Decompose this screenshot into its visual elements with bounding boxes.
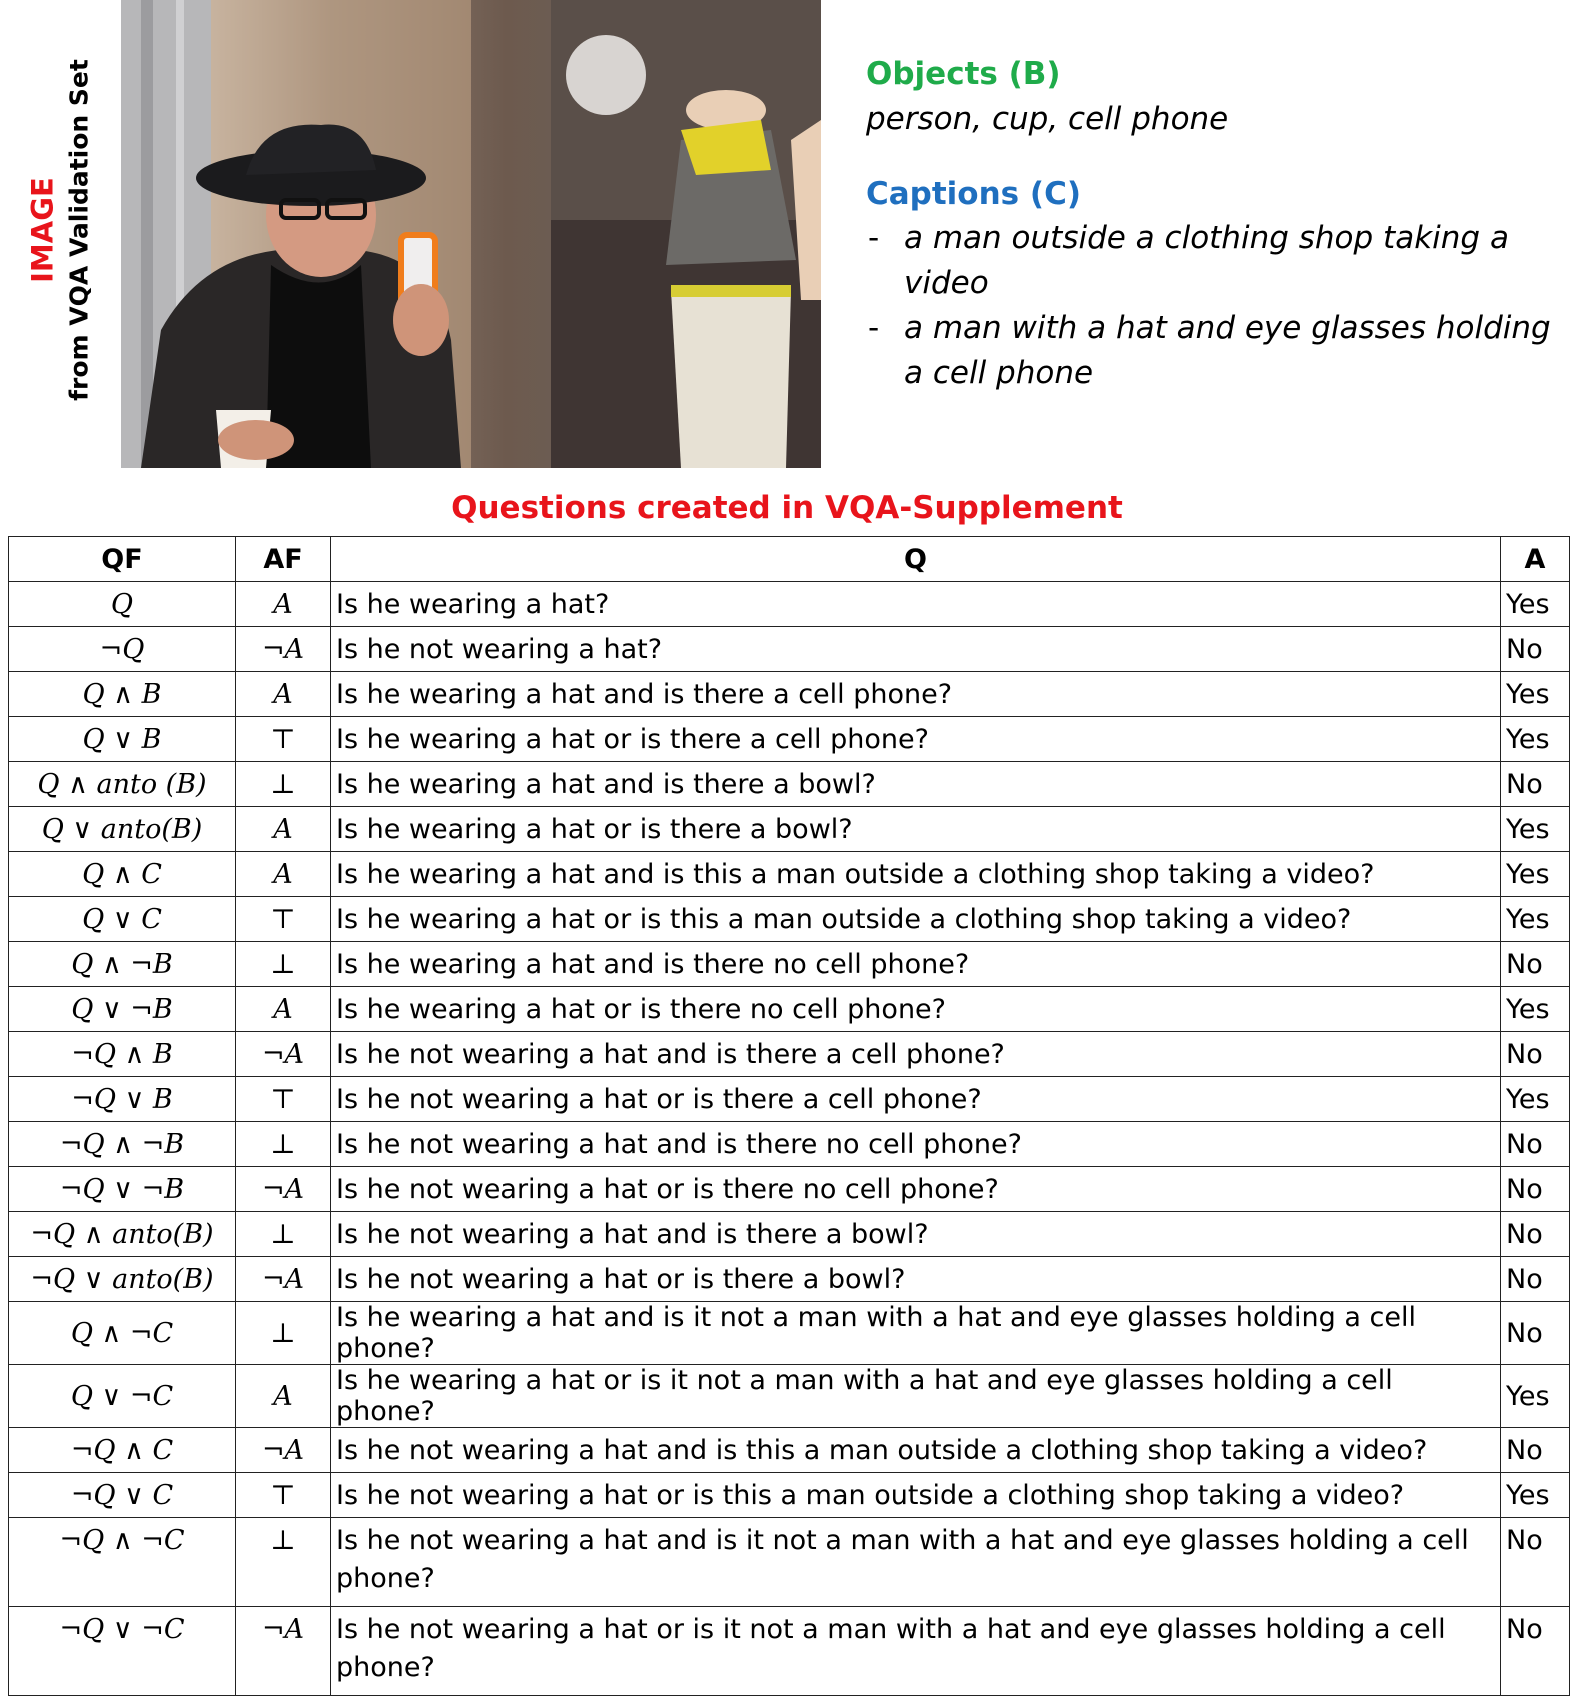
table-row — [9, 1257, 1570, 1302]
question-cell: Is he wearing a hat and is there no cell phone? — [331, 942, 1501, 987]
answer-form-cell: A — [236, 582, 331, 627]
objects-heading: Objects (B) — [866, 56, 1061, 92]
annotations-panel — [866, 52, 1556, 396]
table-row — [9, 1167, 1570, 1212]
question-cell: Is he wearing a hat and is there a bowl? — [331, 762, 1501, 807]
question-cell: Is he wearing a hat and is there a cell phone? — [331, 672, 1501, 717]
answer-form-cell: ¬A — [236, 627, 331, 672]
answer-cell: Yes — [1501, 672, 1570, 717]
question-form-cell: ¬Q ∨ ¬C — [9, 1607, 236, 1696]
question-cell: Is he not wearing a hat or is there a bowl? — [331, 1257, 1501, 1302]
answer-form-cell: ⊥ — [236, 1302, 331, 1365]
answer-cell: No — [1501, 1257, 1570, 1302]
question-cell: Is he not wearing a hat and is this a man outside a clothing shop taking a video? — [331, 1428, 1501, 1473]
table-row — [9, 942, 1570, 987]
header-q: Q — [331, 537, 1501, 582]
table-row — [9, 1212, 1570, 1257]
table-row — [9, 672, 1570, 717]
answer-cell: No — [1501, 1032, 1570, 1077]
answer-form-cell: ⊥ — [236, 1212, 331, 1257]
answer-cell: No — [1501, 1518, 1570, 1607]
captions-heading: Captions (C) — [866, 176, 1082, 212]
caption-text: a man with a hat and eye glasses holding a cell phone — [904, 310, 1551, 391]
table-row — [9, 1473, 1570, 1518]
answer-form-cell: ⊤ — [236, 897, 331, 942]
table-row — [9, 1122, 1570, 1167]
caption-dash: - — [868, 310, 880, 346]
table-row — [9, 1607, 1570, 1696]
table-row — [9, 1077, 1570, 1122]
question-form-cell: ¬Q ∨ C — [9, 1473, 236, 1518]
question-cell: Is he not wearing a hat and is there a cell phone? — [331, 1032, 1501, 1077]
answer-cell: No — [1501, 1122, 1570, 1167]
answer-cell: Yes — [1501, 987, 1570, 1032]
question-cell: Is he not wearing a hat and is there a bowl? — [331, 1212, 1501, 1257]
answer-cell: No — [1501, 1428, 1570, 1473]
answer-cell: Yes — [1501, 1473, 1570, 1518]
question-cell: Is he not wearing a hat and is it not a man with a hat and eye glasses holding a cell phone? — [331, 1518, 1501, 1607]
question-form-cell: Q ∨ ¬C — [9, 1365, 236, 1428]
question-cell: Is he not wearing a hat or is it not a man with a hat and eye glasses holding a cell phone? — [331, 1607, 1501, 1696]
answer-form-cell: ¬A — [236, 1257, 331, 1302]
answer-cell: No — [1501, 1607, 1570, 1696]
image-source: from VQA Validation Set — [64, 59, 94, 401]
answer-form-cell: ⊤ — [236, 1077, 331, 1122]
question-form-cell: ¬Q ∨ ¬B — [9, 1167, 236, 1212]
answer-form-cell: A — [236, 1365, 331, 1428]
question-form-cell: Q — [9, 582, 236, 627]
question-cell: Is he not wearing a hat or is this a man outside a clothing shop taking a video? — [331, 1473, 1501, 1518]
image-label: IMAGE — [25, 177, 60, 283]
table-row — [9, 1428, 1570, 1473]
answer-form-cell: ⊥ — [236, 1518, 331, 1607]
header-af: AF — [236, 537, 331, 582]
question-cell: Is he wearing a hat and is it not a man with a hat and eye glasses holding a cell phone? — [331, 1302, 1501, 1365]
answer-cell: Yes — [1501, 807, 1570, 852]
question-form-cell: ¬Q — [9, 627, 236, 672]
answer-cell: No — [1501, 1302, 1570, 1365]
caption-item — [866, 216, 1556, 306]
table-row — [9, 717, 1570, 762]
table-row — [9, 627, 1570, 672]
question-cell: Is he not wearing a hat? — [331, 627, 1501, 672]
table-row — [9, 987, 1570, 1032]
question-form-cell: ¬Q ∨ anto(B) — [9, 1257, 236, 1302]
example-photo — [121, 0, 821, 468]
table-row — [9, 1302, 1570, 1365]
question-form-cell: Q ∧ B — [9, 672, 236, 717]
table-row — [9, 762, 1570, 807]
question-form-cell: ¬Q ∧ B — [9, 1032, 236, 1077]
header-a: A — [1501, 537, 1570, 582]
question-form-cell: Q ∧ ¬B — [9, 942, 236, 987]
question-cell: Is he wearing a hat? — [331, 582, 1501, 627]
answer-form-cell: ¬A — [236, 1607, 331, 1696]
answer-cell: Yes — [1501, 1365, 1570, 1428]
caption-text: a man outside a clothing shop taking a video — [904, 220, 1509, 301]
header-qf: QF — [9, 537, 236, 582]
question-form-cell: Q ∨ C — [9, 897, 236, 942]
answer-form-cell: ⊥ — [236, 942, 331, 987]
objects-list: person, cup, cell phone — [866, 101, 1229, 137]
question-cell: Is he wearing a hat or is there a cell phone? — [331, 717, 1501, 762]
table-row — [9, 807, 1570, 852]
question-cell: Is he not wearing a hat or is there no cell phone? — [331, 1167, 1501, 1212]
table-row — [9, 1032, 1570, 1077]
questions-table — [8, 536, 1570, 1696]
question-cell: Is he wearing a hat or is there no cell phone? — [331, 987, 1501, 1032]
answer-form-cell: A — [236, 807, 331, 852]
question-form-cell: Q ∨ ¬B — [9, 987, 236, 1032]
answer-cell: Yes — [1501, 1077, 1570, 1122]
question-cell: Is he wearing a hat or is there a bowl? — [331, 807, 1501, 852]
question-form-cell: ¬Q ∧ ¬C — [9, 1518, 236, 1607]
answer-form-cell: A — [236, 672, 331, 717]
answer-cell: Yes — [1501, 852, 1570, 897]
question-form-cell: ¬Q ∨ B — [9, 1077, 236, 1122]
captions-list — [866, 216, 1556, 396]
question-cell: Is he wearing a hat or is this a man outside a clothing shop taking a video? — [331, 897, 1501, 942]
question-cell: Is he wearing a hat and is this a man outside a clothing shop taking a video? — [331, 852, 1501, 897]
question-form-cell: Q ∧ ¬C — [9, 1302, 236, 1365]
answer-form-cell: ⊥ — [236, 762, 331, 807]
answer-form-cell: ¬A — [236, 1167, 331, 1212]
question-cell: Is he not wearing a hat and is there no cell phone? — [331, 1122, 1501, 1167]
answer-form-cell: A — [236, 987, 331, 1032]
table-row — [9, 1365, 1570, 1428]
answer-form-cell: ¬A — [236, 1428, 331, 1473]
question-form-cell: Q ∧ C — [9, 852, 236, 897]
question-form-cell: ¬Q ∧ ¬B — [9, 1122, 236, 1167]
image-source-label — [10, 60, 110, 400]
question-form-cell: Q ∨ B — [9, 717, 236, 762]
answer-cell: No — [1501, 942, 1570, 987]
answer-cell: No — [1501, 1167, 1570, 1212]
caption-dash: - — [868, 220, 880, 256]
table-row — [9, 1518, 1570, 1607]
table-row — [9, 582, 1570, 627]
table-title: Questions created in VQA-Supplement — [451, 490, 1123, 526]
answer-cell: Yes — [1501, 582, 1570, 627]
answer-form-cell: ⊤ — [236, 717, 331, 762]
answer-cell: No — [1501, 627, 1570, 672]
answer-form-cell: ⊤ — [236, 1473, 331, 1518]
table-row — [9, 852, 1570, 897]
question-cell: Is he not wearing a hat or is there a cell phone? — [331, 1077, 1501, 1122]
answer-cell: Yes — [1501, 897, 1570, 942]
answer-cell: No — [1501, 1212, 1570, 1257]
table-header-row — [9, 537, 1570, 582]
question-form-cell: ¬Q ∧ C — [9, 1428, 236, 1473]
caption-item — [866, 306, 1556, 396]
question-form-cell: ¬Q ∧ anto(B) — [9, 1212, 236, 1257]
table-row — [9, 897, 1570, 942]
answer-form-cell: ¬A — [236, 1032, 331, 1077]
question-cell: Is he wearing a hat or is it not a man with a hat and eye glasses holding a cell phone? — [331, 1365, 1501, 1428]
answer-cell: Yes — [1501, 717, 1570, 762]
table-body — [9, 582, 1570, 1696]
answer-form-cell: A — [236, 852, 331, 897]
answer-form-cell: ⊥ — [236, 1122, 331, 1167]
answer-cell: No — [1501, 762, 1570, 807]
photo-illustration — [121, 0, 821, 468]
question-form-cell: Q ∨ anto(B) — [9, 807, 236, 852]
question-form-cell: Q ∧ anto (B) — [9, 762, 236, 807]
